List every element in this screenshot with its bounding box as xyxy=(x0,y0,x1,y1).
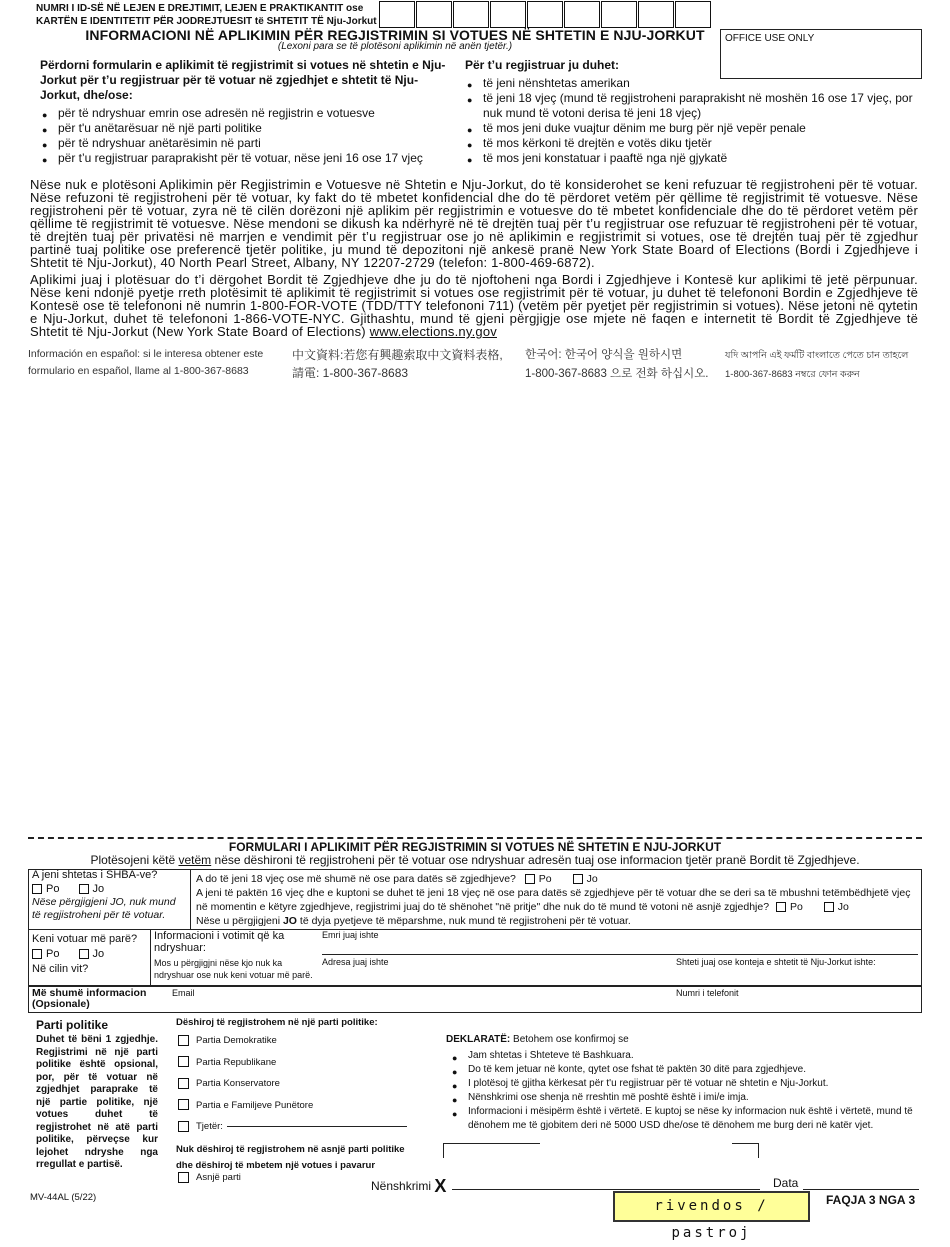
id-cell[interactable] xyxy=(601,1,637,28)
party-option: Tjetër: xyxy=(178,1116,418,1138)
citizen-question: A jeni shtetas i SHBA-ve? xyxy=(32,869,158,881)
signature-corner-right xyxy=(732,1143,759,1158)
spanish-line1: Información en español: si le interesa obtener este xyxy=(28,348,264,360)
bengali-line2: 1-800-367-8683 নম্বরে ফোন করুন xyxy=(725,369,860,380)
previous-county-field[interactable]: Shteti juaj ose konteja e shtetit të Nju-Jorkut ishte: xyxy=(676,957,876,967)
declaration-item: ● Informacioni i mësipërm është i vërtetë. E kuptoj se nëse ky informacion nuk është i vërtetë, mund të dënohem me të gjobitem deri në 5000 USD dhe/ose të dënohem me burg deri në katër vjet. xyxy=(450,1105,921,1133)
list-item: ● të mos jeni duke vuajtur dënim me burg për një vepër penale xyxy=(465,121,920,136)
left-heading: Përdorni formularin e aplikimit të regjistrimit si votues në shtetin e Nju-Jorkut për t’u regjistruar për të votuar në zgjedhjet e shtetit të Nju-Jorkut, dhe/ose: xyxy=(40,58,446,102)
citizen-no-label: Jo xyxy=(92,883,105,895)
party-instructions: Duhet të bëni 1 zgjedhje. Regjistrimi në një parti politike është opsional, por, për të votuar në zgjedhjet paraprake të një partie politike, një votues duhet të regjistrohet në atë parti politike, përveçse kur lejohet ndryshe nga rregullat e partisë. xyxy=(36,1034,158,1170)
party-conservative-checkbox[interactable] xyxy=(178,1078,189,1089)
voting-info-note: Mos u përgjigjni nëse kjo nuk ka ndryshuar ose nuk keni votuar më parë. xyxy=(154,958,313,980)
id-cell[interactable] xyxy=(675,1,711,28)
party-option: Partia Republikane xyxy=(178,1052,418,1074)
no-party-option-label: Asnjë parti xyxy=(196,1172,241,1184)
list-item: ● të jeni 18 vjeç (mund të regjistroheni paraprakisht në moshën 16 ose 17 vjeç, por nuk mund të votoni derisa të jeni 18 vjeç) xyxy=(465,91,920,121)
declaration-item: ● Jam shtetas i Shteteve të Bashkuara. xyxy=(450,1049,921,1063)
left-list xyxy=(40,106,455,166)
age-question: A do të jeni 18 vjeç ose më shumë në ose para datës së zgjedhjeve? xyxy=(196,873,516,885)
id-cell[interactable] xyxy=(453,1,489,28)
id-label-line2: KARTËN E IDENTITETIT PËR JODREJTUESIT të SHTETIT TË Nju-Jorkut xyxy=(36,16,377,27)
want-party-label: Dëshiroj të regjistrohem në një parti politike: xyxy=(176,1017,378,1028)
signature-field[interactable] xyxy=(452,1188,760,1190)
age-note: Nëse u përgjigjeni JO të dyja pyetjeve të mëparshme, nuk mund të regjistroheni për të votuar. xyxy=(196,915,631,927)
citizen-yes-label: Po xyxy=(46,883,60,895)
list-item: ● për t’u regjistruar paraprakisht për të votuar, nëse jeni 16 ose 17 vjeç xyxy=(40,151,455,166)
list-item: ● për të ndryshuar anëtarësimin në parti xyxy=(40,136,455,151)
page-subtitle: (Lexoni para se të plotësoni aplikimin në anën tjetër.) xyxy=(277,41,513,52)
reset-button-label: rivendos / pastroj xyxy=(654,1198,769,1241)
bengali-line1: যদি আপনি এই ফর্মটি বাংলাতে পেতে চান তাহলে xyxy=(725,350,909,361)
declaration-item: ● Nënshkrimi ose shenja në rreshtin më poshtë është i imi/e imja. xyxy=(450,1091,921,1105)
list-item: ● për të ndryshuar emrin ose adresën në regjistrin e votuesve xyxy=(40,106,455,121)
declaration-label: DEKLARATË: xyxy=(446,1034,511,1045)
right-list xyxy=(465,76,920,166)
no-party-line1: Nuk dëshiroj të regjistrohem në asnjë parti politike xyxy=(176,1144,405,1155)
party-working-families-checkbox[interactable] xyxy=(178,1099,189,1110)
paragraph-contact xyxy=(30,273,918,338)
form-title: FORMULARI I APLIKIMIT PËR REGJISTRIMIN SI VOTUES NË SHTETIN E NJU-JORKUT xyxy=(228,840,722,854)
prereg-no-checkbox[interactable] xyxy=(824,902,834,912)
paragraph-confidentiality: Nëse nuk e plotësoni Aplikimin për Regjistrimin e Votuesve në Shtetin e Nju-Jorkut, do të konsiderohet se keni refuzuar të regjistroheni për të votuar. Nëse refuzoni të regjistroheni për të votuar, ky fakt do të mbetet konfidencial dhe do të përdoret vetëm për qëllime të regjistrimit të votuesve. Nëse regjistroheni për të votuar, zyra në të cilën dorëzoni një aplikim për regjistrimin e votuesve do të mbetet konfidenciale dhe do të përdoret vetëm për qëllime të regjistrimit të votuesve. Nëse mendoni se dikush ka ndërhyrë në të drejtën tuaj për t’u regjistruar ose refuzuar të regjistroheni për të votuar, të drejtën tuaj për privatësi në marrjen e vendimit për t’u regjistruar ose jo në aplikimin e regjistrimit si votues, ose të drejtën tuaj për të zgjedhur partinë tuaj politike ose preferencë tjetër politike, ju mund të depozitoni një ankesë pranë New York State Board of Elections (Bordi i Zgjedhjeve i Shtetit të Nju-Jorkut), 40 North Pearl Street, Albany, NY 12207-2729 (telefon: 1-800-469-6872). xyxy=(30,177,918,270)
list-item: ● të jeni nënshtetas amerikan xyxy=(465,76,920,91)
party-heading: Parti politike xyxy=(36,1018,109,1032)
no-party-line2: dhe dëshiroj të mbetem një votues i pavarur xyxy=(176,1160,376,1171)
paragraph-contact-text: Aplikimi juaj i plotësuar do t’i dërgohet Bordit të Zgjedhjeve dhe ju do të njoftoheni nga Bordi i Zgjedhjeve i Kontesë kur aplikimi të jetë përpunuar. Nëse keni ndonjë pyetje rreth plotësimit të aplikimit të regjistrimit si votues ose regjistrimit për të votuar, ju duhet të telefononi Bordin e Zgjedhjeve të Kontesë ose të telefononi në numrin 1-800-FOR-VOTE (TDD/TTY telefononi 711) (vetëm për pyetjet për regjistrimin si votues). Nëse jetoni në qytetin e Nju-Jorkut, duhet të telefononi 1-866-VOTE-NYC. Gjithashtu, mund të gjeni përgjigje ose mjete në faqen e internetit të Bordit të Zgjedhjeve të Shtetit të Nju-Jorkut (New York State Board of Elections) xyxy=(30,272,918,339)
phone-field[interactable]: Numri i telefonit xyxy=(676,988,739,998)
id-cell[interactable] xyxy=(564,1,600,28)
citizen-note: Nëse përgjigjeni JO, nuk mund të regjistroheni për të votuar. xyxy=(32,896,176,921)
form-subtitle: Plotësojeni këtë vetëm nëse dëshironi të regjistroheni për të votuar ose ndryshuar adresën tuaj ose informacion tjetër pranë Bordit të Zgjedhjeve. xyxy=(90,853,860,867)
citizen-yes-checkbox[interactable] xyxy=(32,884,42,894)
id-cell[interactable] xyxy=(490,1,526,28)
chinese-line1: 中文資料:若您有興趣索取中文資料表格, xyxy=(292,348,503,362)
declaration-list xyxy=(446,1049,921,1133)
id-cell[interactable] xyxy=(416,1,452,28)
prereg-yes-checkbox[interactable] xyxy=(776,902,786,912)
previous-address-field[interactable]: Adresa juaj ishte xyxy=(322,957,389,967)
more-info-label: Më shumë informacion (Opsionale) xyxy=(32,987,147,1010)
right-heading: Për t’u regjistruar ju duhet: xyxy=(465,58,620,72)
voting-info-change-label: Informacioni i votimit që ka ndryshuar: xyxy=(154,930,285,954)
form-code: MV-44AL (5/22) xyxy=(30,1192,97,1203)
previous-name-field[interactable]: Emri juaj ishte xyxy=(322,930,918,955)
declaration-intro: Betohem ose konfirmoj se xyxy=(513,1034,629,1045)
signature-corner-left xyxy=(443,1143,540,1158)
page-title: INFORMACIONI NË APLIKIMIN PËR REGJISTRIMIN SI VOTUES NË SHTETIN E NJU-JORKUT xyxy=(85,27,705,43)
list-item: ● për t'u anëtarësuar në një parti politike xyxy=(40,121,455,136)
spanish-line2: formulario en español, llame al 1-800-367-8683 xyxy=(28,365,249,377)
which-year-label: Në cilin vit? xyxy=(32,963,89,975)
page-number: FAQJA 3 NGA 3 xyxy=(826,1193,916,1207)
citizen-no-checkbox[interactable] xyxy=(79,884,89,894)
list-item: ● të mos kërkoni të drejtën e votës diku tjetër xyxy=(465,136,920,151)
korean-line1: 한국어: 한국어 양식을 원하시면 xyxy=(525,349,683,361)
website-link[interactable]: www.elections.ny.gov xyxy=(369,324,497,339)
party-democratic-checkbox[interactable] xyxy=(178,1035,189,1046)
list-item: ● të mos jeni konstatuar i paaftë nga një gjykatë xyxy=(465,151,920,166)
declaration-item: ● I plotësoj të gjitha kërkesat për t'u regjistruar për të votuar në shtetin e Nju-Jorkut. xyxy=(450,1077,921,1091)
party-republican-checkbox[interactable] xyxy=(178,1056,189,1067)
voted-before-question: Keni votuar më parë? xyxy=(32,933,138,945)
declaration-item: ● Do të kem jetuar në konte, qytet ose fshat të paktën 30 ditë para zgjedhjeve. xyxy=(450,1063,921,1077)
chinese-line2: 請電: 1-800-367-8683 xyxy=(292,366,409,380)
age-no-checkbox[interactable] xyxy=(573,874,583,884)
id-cell[interactable] xyxy=(527,1,563,28)
party-other-checkbox[interactable] xyxy=(178,1121,189,1132)
id-number-cells[interactable] xyxy=(379,1,719,29)
date-field[interactable] xyxy=(803,1188,919,1190)
id-label-line1: NUMRI I ID-SË NË LEJEN E DREJTIMIT, LEJEN E PRAKTIKANTIT ose xyxy=(36,3,364,14)
cut-line xyxy=(28,837,922,839)
voted-no-checkbox[interactable] xyxy=(79,949,89,959)
signature-x-mark: X xyxy=(434,1176,447,1196)
party-option: Partia Demokratike xyxy=(178,1030,418,1052)
email-field[interactable]: Email xyxy=(172,988,195,998)
no-party-checkbox[interactable] xyxy=(178,1172,189,1183)
age-yes-checkbox[interactable] xyxy=(525,874,535,884)
signature-label: Nënshkrimi xyxy=(371,1179,432,1193)
id-cell[interactable] xyxy=(379,1,415,28)
age-preregister-text: A jeni të paktën 16 vjeç dhe e kuptoni se duhet të jeni 18 vjeç në ose para datës së zgjedhjeve për të votuar dhe se deri sa të mbushni tetëmbëdhjetë vjeç në momentin e këtyre zgjedhjeve, regjistrimi juaj do të shënohet "në pritje" dhe nuk do të mund të votoni në asnjë zgjedhje? xyxy=(196,887,911,913)
office-use-label: OFFICE USE ONLY xyxy=(725,33,815,44)
korean-line2: 1-800-367-8683 으로 전화 하십시오. xyxy=(525,368,709,380)
party-other-field[interactable] xyxy=(227,1126,407,1127)
party-option: Partia Konservatore xyxy=(178,1073,418,1095)
date-label: Data xyxy=(773,1176,799,1190)
party-option: Partia e Familjeve Punëtore xyxy=(178,1095,418,1117)
id-cell[interactable] xyxy=(638,1,674,28)
voted-yes-checkbox[interactable] xyxy=(32,949,42,959)
reset-button[interactable] xyxy=(613,1191,810,1241)
